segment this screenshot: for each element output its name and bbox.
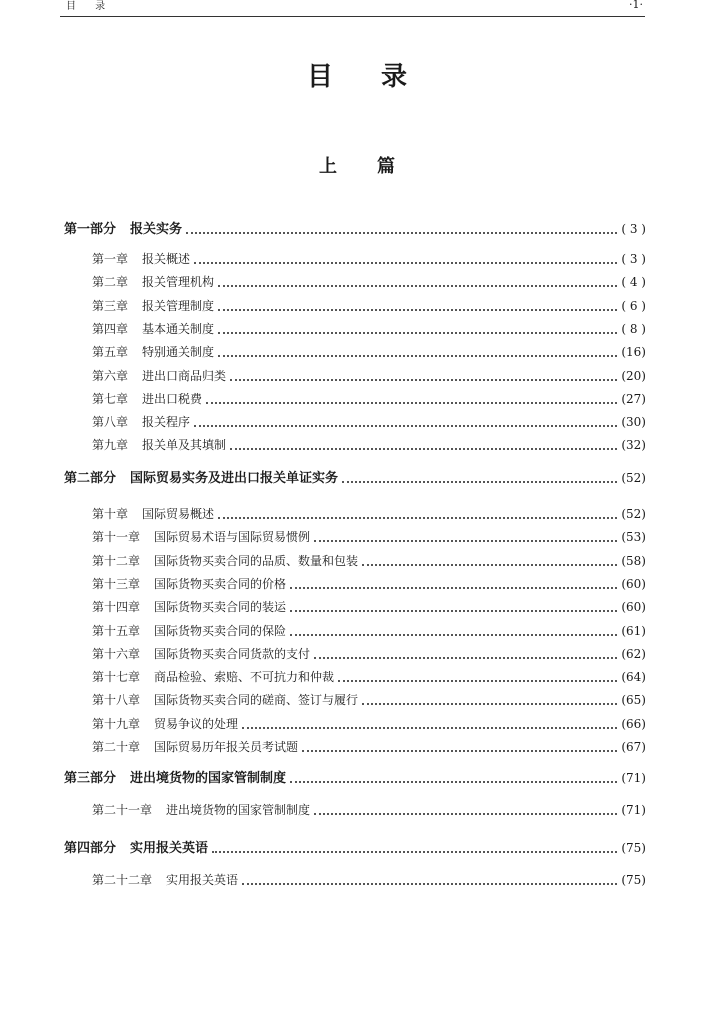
page-ref: (60)	[621, 600, 646, 615]
chapter-number: 第二十二章	[92, 873, 153, 887]
leader-dots	[314, 532, 617, 542]
toc-part-entry[interactable]	[64, 838, 646, 858]
chapter-number: 第十五章	[92, 623, 141, 638]
toc-chapter-entry[interactable]	[92, 249, 646, 269]
leader-dots	[362, 695, 617, 705]
page-header	[60, 0, 645, 17]
page-ref: (75)	[621, 841, 646, 855]
chapter-number: 第三章	[92, 298, 129, 313]
chapter-title: 特别通关制度	[142, 345, 215, 360]
page-ref: (52)	[621, 507, 646, 521]
chapter-title: 进出口商品归类	[142, 368, 227, 383]
toc-chapter-entry[interactable]	[92, 621, 646, 641]
page-title	[0, 56, 714, 93]
part-title: 进出境货物的国家管制制度	[130, 771, 287, 786]
leader-dots	[290, 579, 617, 589]
chapter-number: 第七章	[92, 391, 129, 406]
chapter-title: 国际货物买卖合同的装运	[154, 600, 287, 615]
leader-dots	[302, 742, 617, 752]
volume-heading-char: 篇	[377, 156, 395, 177]
page-ref: (53)	[621, 530, 646, 545]
chapter-title: 国际货物买卖合同的品质、数量和包装	[154, 553, 359, 568]
page-ref: (61)	[621, 623, 646, 638]
chapter-title: 报关单及其填制	[142, 438, 227, 453]
toc-chapter-entry[interactable]	[92, 504, 646, 524]
page-ref: (27)	[621, 391, 646, 406]
chapter-number: 第十四章	[92, 600, 141, 615]
page-ref: (67)	[621, 740, 646, 754]
chapter-number: 第八章	[92, 415, 129, 430]
leader-dots	[290, 626, 617, 636]
chapter-title: 报关概述	[142, 252, 191, 266]
chapter-number: 第十二章	[92, 553, 141, 568]
toc-chapter-entry[interactable]	[92, 800, 646, 820]
toc-chapter-entry[interactable]	[92, 527, 646, 547]
chapter-number: 第二章	[92, 275, 129, 290]
page-ref: (32)	[621, 438, 646, 453]
toc-chapter-entry[interactable]	[92, 870, 646, 890]
part-number: 第三部分	[64, 771, 117, 786]
chapter-title: 国际贸易术语与国际贸易惯例	[154, 530, 311, 545]
part-number: 第四部分	[64, 841, 117, 856]
chapter-title: 基本通关制度	[142, 321, 215, 336]
part-title: 国际贸易实务及进出口报关单证实务	[130, 471, 339, 486]
page-ref: ( 3 )	[621, 252, 646, 266]
chapter-title: 实用报关英语	[166, 873, 239, 887]
toc-chapter-entry[interactable]	[92, 342, 646, 362]
toc-part-entry[interactable]	[64, 768, 646, 788]
leader-dots	[218, 347, 617, 357]
toc-chapter-entry[interactable]	[92, 667, 646, 687]
page-ref: ( 3 )	[621, 222, 646, 236]
chapter-number: 第二十章	[92, 740, 141, 754]
leader-dots	[314, 649, 617, 659]
part-title: 实用报关英语	[130, 841, 209, 856]
page-number: ·1·	[629, 0, 643, 11]
chapter-title: 报关程序	[142, 415, 191, 430]
chapter-title: 国际贸易概述	[142, 507, 215, 521]
chapter-number: 第四章	[92, 321, 129, 336]
volume-heading	[0, 152, 714, 178]
toc-chapter-entry[interactable]	[92, 597, 646, 617]
chapter-number: 第十八章	[92, 693, 141, 708]
part-number: 第二部分	[64, 471, 117, 486]
leader-dots	[212, 843, 617, 853]
chapter-title: 国际贸易历年报关员考试题	[154, 740, 299, 754]
toc-part-entry[interactable]	[64, 468, 646, 488]
chapter-number: 第六章	[92, 368, 129, 383]
chapter-number: 第十一章	[92, 530, 141, 545]
page-ref: (65)	[621, 693, 646, 708]
leader-dots	[314, 805, 617, 815]
leader-dots	[290, 773, 617, 783]
toc-chapter-entry[interactable]	[92, 389, 646, 409]
chapter-title: 商品检验、索赔、不可抗力和仲裁	[154, 670, 335, 685]
toc-chapter-entry[interactable]	[92, 272, 646, 292]
toc-chapter-entry[interactable]	[92, 690, 646, 710]
toc-part-entry[interactable]	[64, 219, 646, 239]
toc-chapter-entry[interactable]	[92, 319, 646, 339]
page-title-char: 目	[306, 62, 333, 92]
leader-dots	[218, 324, 617, 334]
chapter-title: 国际货物买卖合同货款的支付	[154, 646, 311, 661]
chapter-number: 第二十一章	[92, 803, 153, 817]
leader-dots	[338, 672, 617, 682]
part-title: 报关实务	[130, 222, 183, 237]
toc-chapter-entry[interactable]	[92, 366, 646, 386]
chapter-number: 第五章	[92, 345, 129, 360]
leader-dots	[206, 394, 617, 404]
toc-chapter-entry[interactable]	[92, 574, 646, 594]
page-ref: ( 4 )	[621, 275, 646, 290]
running-head: 目 录	[66, 1, 114, 12]
chapter-title: 国际货物买卖合同的磋商、签订与履行	[154, 693, 359, 708]
leader-dots	[230, 440, 617, 450]
leader-dots	[186, 224, 617, 234]
leader-dots	[242, 875, 617, 885]
chapter-number: 第一章	[92, 252, 129, 266]
page-ref: ( 8 )	[621, 321, 646, 336]
toc-chapter-entry[interactable]	[92, 644, 646, 664]
leader-dots	[342, 473, 617, 483]
page-ref: (62)	[621, 646, 646, 661]
page-ref: (60)	[621, 576, 646, 591]
page-ref: ( 6 )	[621, 298, 646, 313]
page-ref: (58)	[621, 553, 646, 568]
chapter-number: 第十六章	[92, 646, 141, 661]
toc-chapter-entry[interactable]	[92, 435, 646, 455]
page-ref: (64)	[621, 670, 646, 685]
page-title-char: 录	[380, 62, 407, 92]
chapter-number: 第十九章	[92, 716, 141, 731]
page-ref: (66)	[621, 716, 646, 731]
toc-chapter-entry[interactable]	[92, 296, 646, 316]
leader-dots	[218, 301, 617, 311]
chapter-number: 第十章	[92, 507, 129, 521]
page-ref: (71)	[621, 803, 646, 817]
chapter-number: 第十三章	[92, 576, 141, 591]
toc-chapter-entry[interactable]	[92, 714, 646, 734]
part-number: 第一部分	[64, 222, 117, 237]
chapter-number: 第九章	[92, 438, 129, 453]
toc-chapter-entry[interactable]	[92, 737, 646, 757]
chapter-title: 进出境货物的国家管制制度	[166, 803, 311, 817]
page-ref: (75)	[621, 873, 646, 887]
page-ref: (20)	[621, 368, 646, 383]
leader-dots	[290, 602, 617, 612]
chapter-number: 第十七章	[92, 670, 141, 685]
chapter-title: 报关管理机构	[142, 275, 215, 290]
chapter-title: 国际货物买卖合同的价格	[154, 576, 287, 591]
leader-dots	[218, 277, 617, 287]
chapter-title: 进出口税费	[142, 391, 203, 406]
volume-heading-char: 上	[319, 156, 337, 177]
toc-chapter-entry[interactable]	[92, 551, 646, 571]
chapter-title: 贸易争议的处理	[154, 716, 239, 731]
page-ref: (30)	[621, 415, 646, 430]
toc-chapter-entry[interactable]	[92, 412, 646, 432]
leader-dots	[218, 509, 617, 519]
chapter-title: 报关管理制度	[142, 298, 215, 313]
page-ref: (16)	[621, 345, 646, 360]
leader-dots	[194, 254, 617, 264]
leader-dots	[194, 417, 617, 427]
leader-dots	[230, 371, 617, 381]
chapter-title: 国际货物买卖合同的保险	[154, 623, 287, 638]
leader-dots	[242, 719, 617, 729]
leader-dots	[362, 556, 617, 566]
page-ref: (52)	[621, 471, 646, 485]
page-ref: (71)	[621, 771, 646, 785]
